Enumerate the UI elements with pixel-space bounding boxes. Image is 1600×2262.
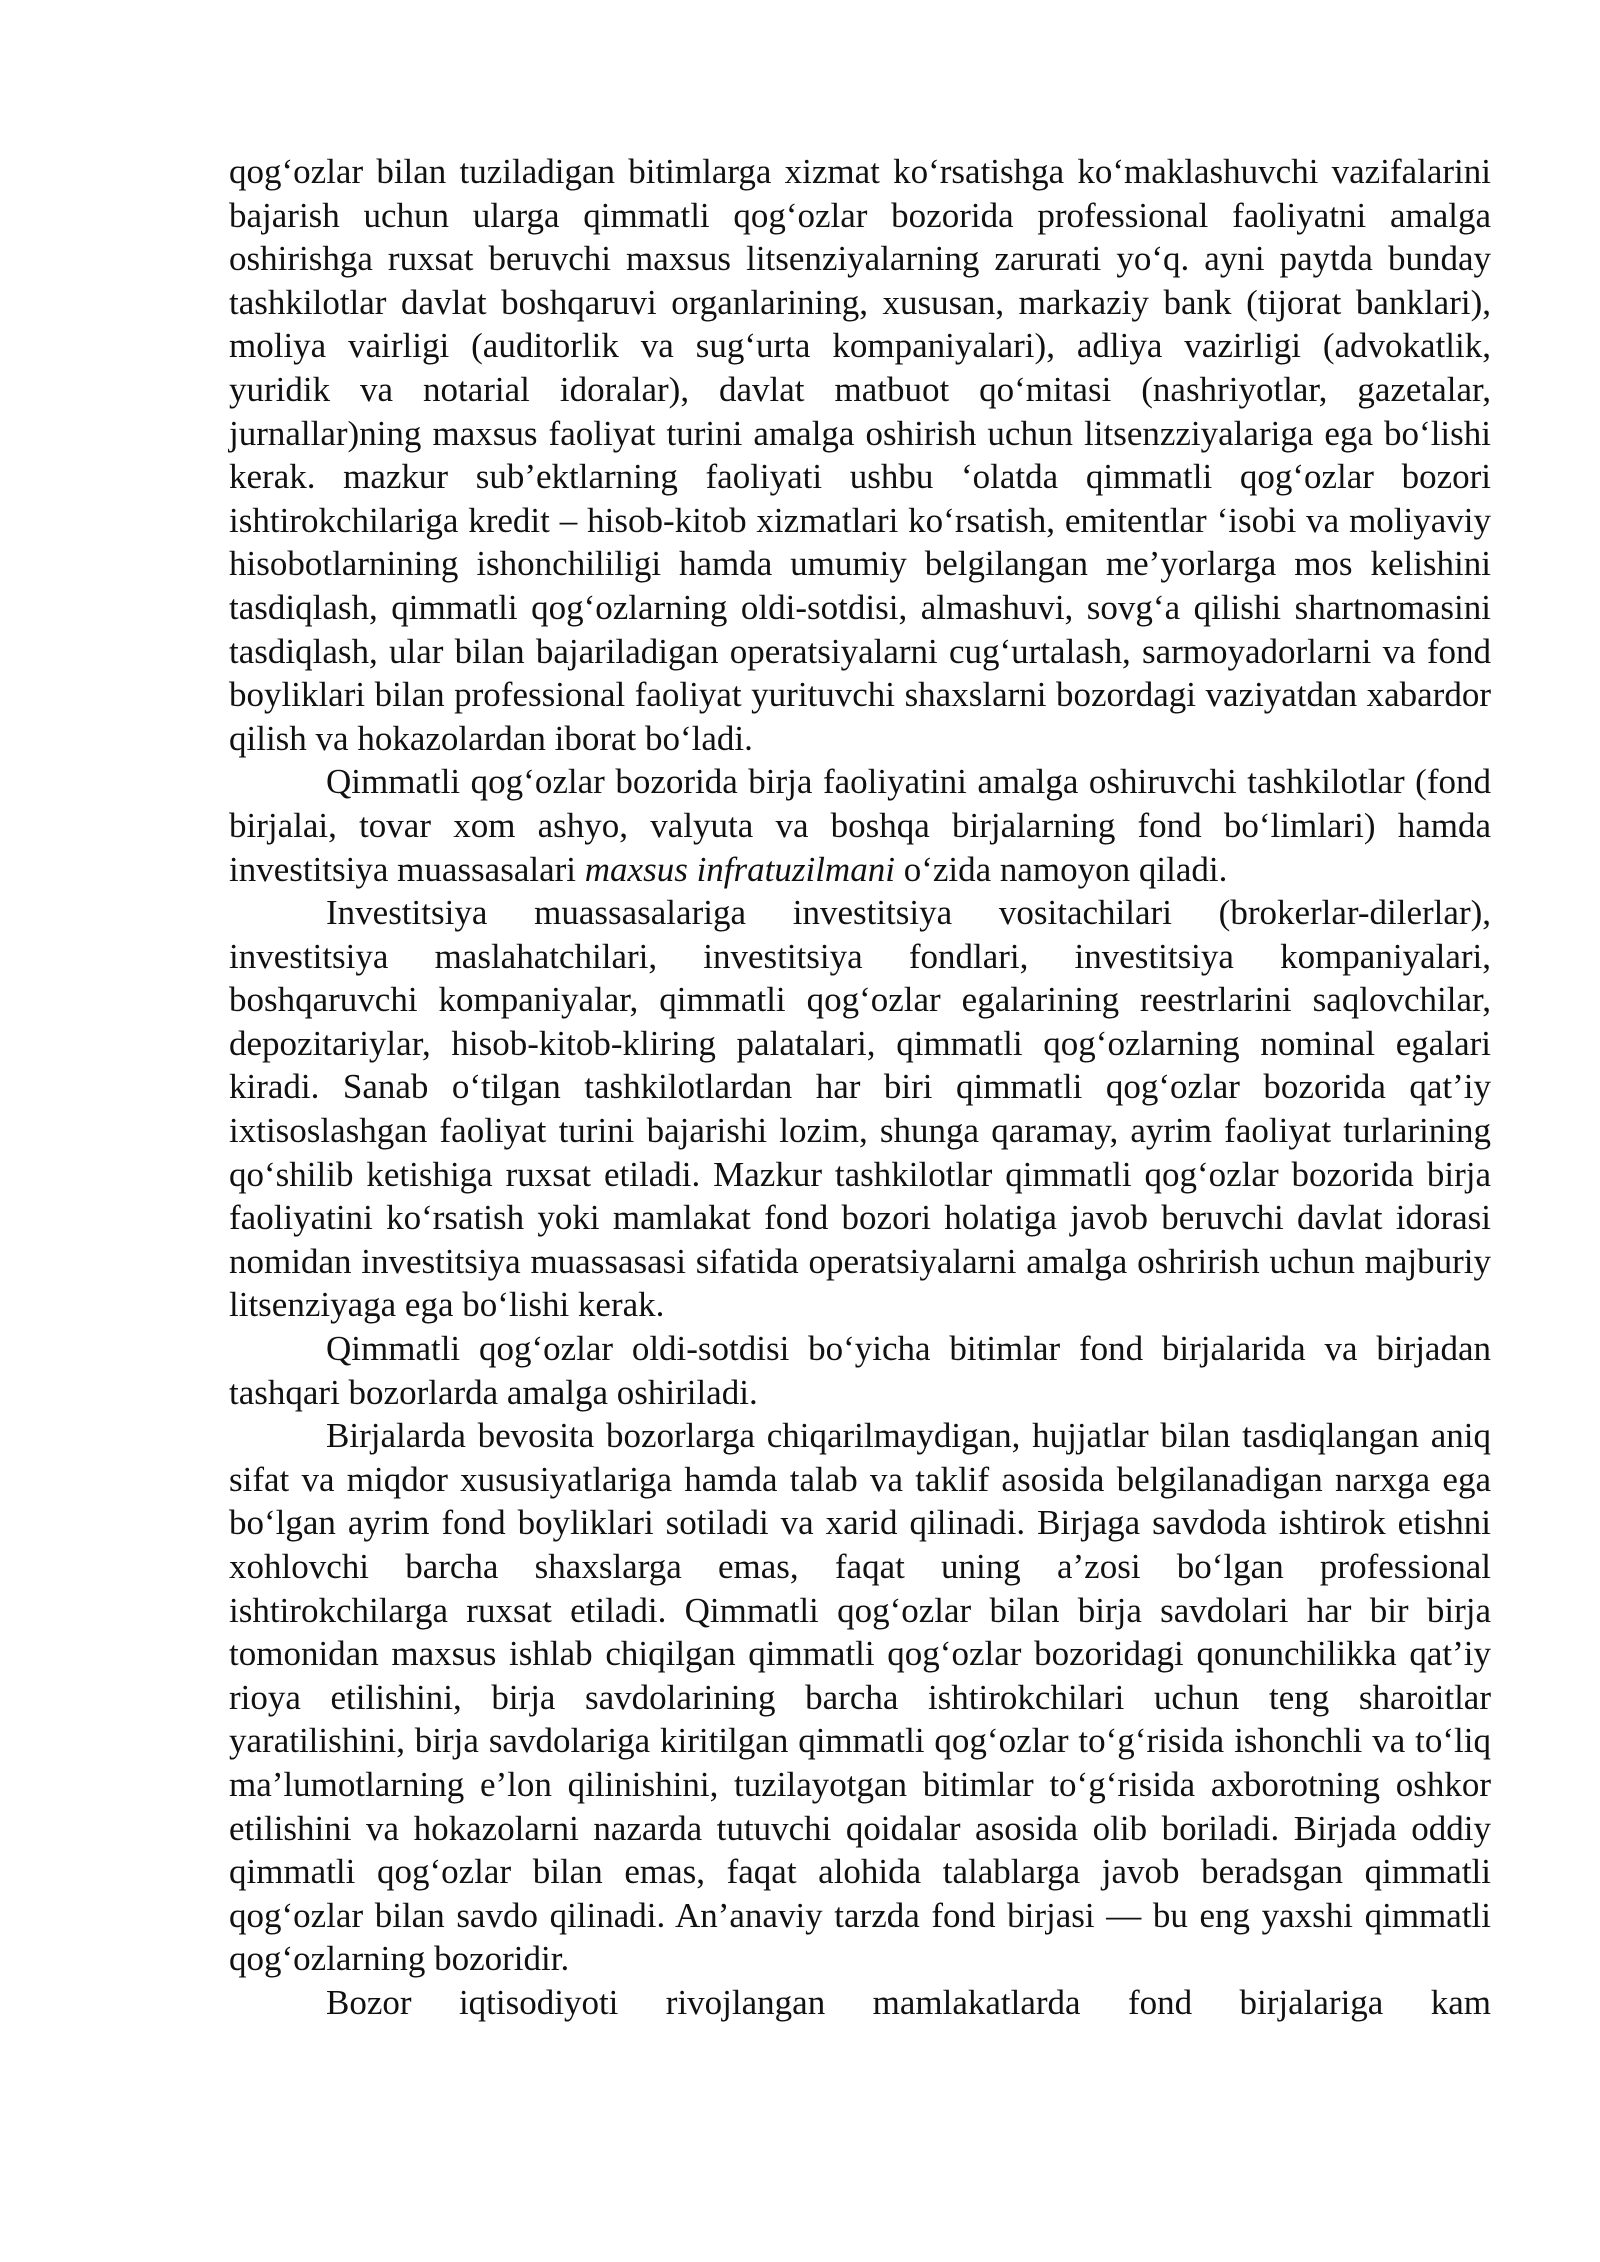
document-page xyxy=(229,150,1491,2025)
paragraph-2-italic-term: maxsus infratuzilmani xyxy=(584,849,895,889)
paragraph-6: Bozor iqtisodiyoti rivojlangan mamlakatlarda fond birjalariga kam xyxy=(326,1982,1491,2022)
paragraph-2-text-start: Qimmatli qog‘ozlar bozorida birja faoliyatini amalga oshiruvchi tashkilotlar (fond birjalai, tovar xom ashyo, valyuta va boshqa birjalarning fond bo‘limlari) hamda investitsiya muassasalari xyxy=(229,762,1491,889)
paragraph-2 xyxy=(229,760,1491,891)
paragraph-3: Investitsiya muassasalariga investitsiya vositachilari (brokerlar-dilerlar), investitsiya maslahatchilari, investitsiya fondlari, investitsiya kompaniyalari, boshqaruvchi kompaniyalar, qimmatli qog‘ozlar egalarining reestrlarini saqlovchilar, depozitariylar, hisob-kitob-kliring palatalari, qimmatli qog‘ozlarning nominal egalari kiradi. Sanab o‘tilgan tashkilotlardan har biri qimmatli qog‘ozlar bozorida qat’iy ixtisoslashgan faoliyat turini bajarishi lozim, shunga qaramay, ayrim faoliyat turlarining qo‘shilib ketishiga ruxsat etiladi. Mazkur tashkilotlar qimmatli qog‘ozlar bozorida birja faoliyatini ko‘rsatish yoki mamlakat fond bozori holatiga javob beruvchi davlat idorasi nomidan investitsiya muassasasi sifatida operatsiyalarni amalga oshrirish uchun majburiy litsenziyaga ega bo‘lishi kerak. xyxy=(229,893,1491,1325)
paragraph-4: Qimmatli qog‘ozlar oldi-sotdisi bo‘yicha bitimlar fond birjalarida va birjadan tashqari bozorlarda amalga oshiriladi. xyxy=(229,1329,1491,1412)
paragraph-5: Birjalarda bevosita bozorlarga chiqarilmaydigan, hujjatlar bilan tasdiqlangan aniq sifat va miqdor xususiyatlariga hamda talab va taklif asosida belgilanadigan narxga ega bo‘lgan ayrim fond boyliklari sotiladi va xarid qilinadi. Birjaga savdoda ishtirok etishni xohlovchi barcha shaxslarga emas, faqat uning a’zosi bo‘lgan professional ishtirokchilarga ruxsat etiladi. Qimmatli qog‘ozlar bilan birja savdolari har bir birja tomonidan maxsus ishlab chiqilgan qimmatli qog‘ozlar bozoridagi qonunchilikka qat’iy rioya etilishini, birja savdolarining barcha ishtirokchilari uchun teng sharoitlar yaratilishini, birja savdolariga kiritilgan qimmatli qog‘ozlar to‘g‘risida ishonchli va to‘liq ma’lumotlarning e’lon qilinishini, tuzilayotgan bitimlar to‘g‘risida axborotning oshkor etilishini va hokazolarni nazarda tutuvchi qoidalar asosida olib boriladi. Birjada oddiy qimmatli qog‘ozlar bilan emas, faqat alohida talablarga javob beradsgan qimmatli qog‘ozlar bilan savdo qilinadi. An’anaviy tarzda fond birjasi — bu eng yaxshi qimmatli qog‘ozlarning bozoridir. xyxy=(229,1416,1491,1979)
paragraph-1: qog‘ozlar bilan tuziladigan bitimlarga xizmat ko‘rsatishga ko‘maklashuvchi vazifalarini bajarish uchun ularga qimmatli qog‘ozlar bozorida professional faoliyatni amalga oshirishga ruxsat beruvchi maxsus litsenziyalarning zarurati yo‘q. ayni paytda bunday tashkilotlar davlat boshqaruvi organlarining, xususan, markaziy bank (tijorat banklari), moliya vairligi (auditorlik va sug‘urta kompaniyalari), adliya vazirligi (advokatlik, yuridik va notarial idoralar), davlat matbuot qo‘mitasi (nashriyotlar, gazetalar, jurnallar)ning maxsus faoliyat turini amalga oshirish uchun litsenzziyalariga ega bo‘lishi kerak. mazkur sub’ektlarning faoliyati ushbu ‘olatda qimmatli qog‘ozlar bozori ishtirokchilariga kredit – hisob-kitob xizmatlari ko‘rsatish, emitentlar ‘isobi va moliyaviy hisobotlarnining ishonchililigi hamda umumiy belgilangan me’yorlarga mos kelishini tasdiqlash, qimmatli qog‘ozlarning oldi-sotdisi, almashuvi, sovg‘a qilishi shartnomasini tasdiqlash, ular bilan bajariladigan operatsiyalarni cug‘urtalash, sarmoyadorlarni va fond boyliklari bilan professional faoliyat yurituvchi shaxslarni bozordagi vaziyatdan xabardor qilish va hokazolardan iborat bo‘ladi. xyxy=(229,152,1491,758)
paragraph-2-text-end: o‘zida namoyon qiladi. xyxy=(894,849,1228,889)
